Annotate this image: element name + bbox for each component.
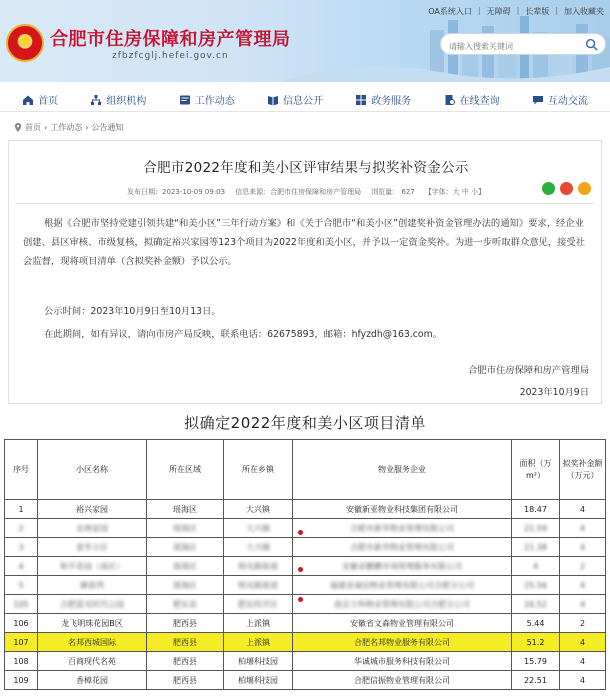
- nav-label: 在线查询: [459, 96, 500, 107]
- cell-town: 柏堰科技园: [224, 671, 293, 690]
- weibo-share-icon[interactable]: [560, 182, 573, 195]
- main-nav: [0, 88, 610, 112]
- nav-label: 政务服务: [371, 96, 412, 107]
- article-panel: [8, 140, 602, 404]
- cell-amount: 4: [560, 500, 606, 519]
- notice-period: 公示时间：2023年10月9日至10月13日。: [44, 306, 221, 317]
- view-count: 浏览量： 627: [371, 188, 415, 196]
- cell-company: 华诚城市服务科技有限公司: [293, 652, 512, 671]
- nav-org[interactable]: [90, 92, 146, 107]
- cell-amount: 4: [560, 519, 606, 538]
- table-row: [5, 633, 606, 652]
- cell-area: 21.59: [512, 519, 560, 538]
- divider: [15, 203, 595, 204]
- cell-company: 南京万科物业管理有限公司合肥分公司: [293, 595, 512, 614]
- cell-district: 瑶海区: [147, 500, 224, 519]
- header-cell: 小区名称: [38, 440, 147, 500]
- nav-chat[interactable]: [532, 92, 588, 107]
- cell-company: 安徽新亚物业科技集团有限公司: [293, 500, 512, 519]
- nav-label: 互动交流: [547, 96, 588, 107]
- header-cell: 所在乡镇: [224, 440, 293, 500]
- cell-town: 大兴镇: [224, 500, 293, 519]
- cell-town: 肥东经开区: [224, 595, 293, 614]
- cell-name: 名邦西城国际: [38, 633, 147, 652]
- search-input[interactable]: [441, 37, 571, 57]
- cell-no: 5: [5, 576, 38, 595]
- header-cell: 物业服务企业: [293, 440, 512, 500]
- cell-town: 上派镇: [224, 633, 293, 652]
- cell-district: 肥西县: [147, 671, 224, 690]
- cell-area: 4: [512, 557, 560, 576]
- cell-name: 和平花园（南区）: [38, 557, 147, 576]
- cell-company: 安徽省文森物业管理有限公司: [293, 614, 512, 633]
- article-paragraph: 根据《合肥市坚持党建引领共建“和美小区”三年行动方案》和《关于合肥市“和美小区”创建奖补资金管理办法的通知》要求，经企业创建、县区审核、市级复核，拟确定裕兴家园等123个项目为2022年度和美小区，并予以一定资金奖补。为进一步听取群众意见，接受社会监督，现将项目清单（含拟奖补金额）予以公示。: [23, 218, 586, 267]
- breadcrumb: 首页 › 工作动态 › 公告通知: [14, 122, 123, 133]
- site-header: [0, 0, 610, 82]
- top-links: OA系统入口 | 无障碍 | 长辈版 | 加入收藏夹: [428, 6, 604, 16]
- service-icon: [355, 94, 367, 106]
- nav-label: 首页: [38, 96, 59, 107]
- cell-company: 安徽省鹏鹏市场管理服务有限公司: [293, 557, 512, 576]
- table-title: 拟确定2022年度和美小区项目清单: [184, 414, 426, 432]
- share-buttons: [542, 182, 591, 195]
- red-dot-marker: [298, 597, 303, 602]
- cell-amount: 4: [560, 671, 606, 690]
- header-cell: 拟奖补金额（万元）: [560, 440, 606, 500]
- cell-area: 25.56: [512, 576, 560, 595]
- cell-town: 大兴镇: [224, 538, 293, 557]
- search-box: [440, 33, 606, 55]
- nav-label: 信息公开: [282, 96, 323, 107]
- cell-name: 香樟花园: [38, 671, 147, 690]
- cell-district: 瑶海区: [147, 538, 224, 557]
- wechat-share-icon[interactable]: [542, 182, 555, 195]
- cell-no: 108: [5, 652, 38, 671]
- query-icon: [444, 94, 456, 106]
- qzone-share-icon[interactable]: [578, 182, 591, 195]
- cell-district: 瑶海区: [147, 519, 224, 538]
- cell-area: 21.38: [512, 538, 560, 557]
- work-icon: [179, 94, 191, 106]
- publish-time: 发布日期：2023-10-09 09:03: [127, 188, 226, 196]
- cell-company: 合肥市新华物业管理有限公司: [293, 538, 512, 557]
- cell-no: 106: [5, 614, 38, 633]
- red-dot-marker: [298, 567, 303, 572]
- nav-info[interactable]: [267, 92, 323, 107]
- cell-town: 柏堰科技园: [224, 652, 293, 671]
- header-cell: 序号: [5, 440, 38, 500]
- national-emblem-icon: [6, 24, 44, 62]
- cell-name: 龙飞明珠花园B区: [38, 614, 147, 633]
- nav-home[interactable]: [22, 92, 58, 107]
- info-source: 信息来源：合肥市住房保障和房产管理局: [235, 188, 362, 196]
- cell-district: 瑶海区: [147, 576, 224, 595]
- cell-town: 大兴镇: [224, 519, 293, 538]
- table-row: [5, 576, 606, 595]
- cell-town: 上派镇: [224, 614, 293, 633]
- signature-org: 合肥市住房保障和房产管理局: [468, 365, 589, 376]
- cell-district: 肥西县: [147, 614, 224, 633]
- article-meta: [127, 187, 485, 197]
- contact-info: 在此期间，如有异议，请向市房产局反映，联系电话：62675893，邮箱：hfyzdh@163.com。: [44, 329, 442, 340]
- cell-area: 22.51: [512, 671, 560, 690]
- cell-area: 16.52: [512, 595, 560, 614]
- table-row: [5, 538, 606, 557]
- table-row: [5, 652, 606, 671]
- cell-name: 合肥蓝光时代公园: [38, 595, 147, 614]
- cell-town: 明光路街道: [224, 557, 293, 576]
- cell-no: 107: [5, 633, 38, 652]
- cell-company: 福建省诚信物业管理有限公司合肥分公司: [293, 576, 512, 595]
- nav-label: 组织机构: [106, 96, 147, 107]
- table-row: [5, 500, 606, 519]
- cell-amount: 4: [560, 633, 606, 652]
- cell-amount: 2: [560, 557, 606, 576]
- cell-area: 5.44: [512, 614, 560, 633]
- cell-no: 105: [5, 595, 38, 614]
- add-favorite-link[interactable]: 加入收藏夹: [564, 7, 604, 16]
- table-header-row: [5, 440, 606, 500]
- table-row: [5, 671, 606, 690]
- breadcrumb-notice[interactable]: 公告通知: [91, 123, 124, 132]
- nav-work[interactable]: [179, 92, 235, 107]
- cell-company: 合肥名邦物业服务有限公司: [293, 633, 512, 652]
- chat-icon: [532, 94, 544, 106]
- cell-name: 御景湾: [38, 576, 147, 595]
- cell-district: 肥西县: [147, 652, 224, 671]
- cell-company: 合肥市新华物业管理有限公司: [293, 519, 512, 538]
- table-row: [5, 595, 606, 614]
- table-row: [5, 519, 606, 538]
- accessibility-link[interactable]: 无障碍: [486, 7, 511, 16]
- cell-area: 18.47: [512, 500, 560, 519]
- cell-amount: 4: [560, 538, 606, 557]
- cell-company: 合肥信振物业管理有限公司: [293, 671, 512, 690]
- cell-amount: 4: [560, 652, 606, 671]
- font-size-switch[interactable]: 【字体：大 中 小】: [424, 188, 486, 196]
- nav-service[interactable]: [355, 92, 411, 107]
- info-icon: [267, 94, 279, 106]
- signature-date: 2023年10月9日: [519, 387, 589, 398]
- table-row: [5, 557, 606, 576]
- project-list-table: [4, 439, 606, 690]
- cell-area: 51.2: [512, 633, 560, 652]
- red-dot-marker: [298, 530, 303, 535]
- breadcrumb-work[interactable]: 工作动态: [50, 123, 83, 132]
- header-cell: 面积（万m²）: [512, 440, 560, 500]
- cell-amount: 4: [560, 576, 606, 595]
- cell-amount: 2: [560, 614, 606, 633]
- cell-district: 肥西县: [147, 633, 224, 652]
- header-cell: 所在区域: [147, 440, 224, 500]
- breadcrumb-home[interactable]: 首页: [25, 123, 41, 132]
- location-pin-icon: [14, 123, 22, 132]
- cell-district: 肥东县: [147, 595, 224, 614]
- cell-area: 15.79: [512, 652, 560, 671]
- cell-name: 裕兴家园: [38, 500, 147, 519]
- org-icon: [90, 94, 102, 106]
- site-url: zfbzfcglj.hefei.gov.cn: [112, 51, 229, 61]
- cell-no: 3: [5, 538, 38, 557]
- article-title: 合肥市2022年度和美小区评审结果与拟奖补资金公示: [143, 160, 469, 176]
- cell-name: 景华小区: [38, 538, 147, 557]
- cell-town: 明光路街道: [224, 576, 293, 595]
- search-icon[interactable]: [585, 38, 598, 51]
- cell-no: 4: [5, 557, 38, 576]
- cell-no: 109: [5, 671, 38, 690]
- nav-label: 工作动态: [194, 96, 235, 107]
- cell-no: 1: [5, 500, 38, 519]
- oa-entry-link[interactable]: OA系统入口: [428, 7, 472, 16]
- cell-no: 2: [5, 519, 38, 538]
- cell-amount: 4: [560, 595, 606, 614]
- home-icon: [22, 94, 34, 106]
- cell-name: 百商现代名苑: [38, 652, 147, 671]
- table-row: [5, 614, 606, 633]
- site-title: 合肥市住房保障和房产管理局: [50, 29, 291, 50]
- nav-query[interactable]: [444, 92, 500, 107]
- cell-name: 北林家园: [38, 519, 147, 538]
- cell-district: 瑶海区: [147, 557, 224, 576]
- elder-mode-link[interactable]: 长辈版: [525, 7, 550, 16]
